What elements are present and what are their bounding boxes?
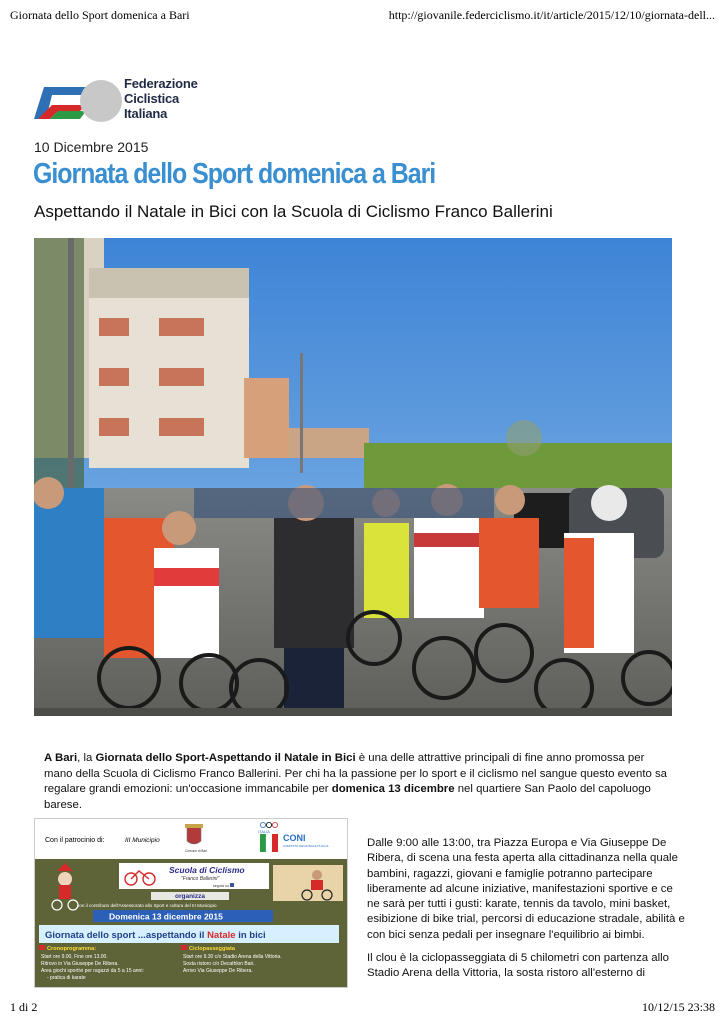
poster-ciclo-3: Arrivo Via Giuseppe De Ribera. [183, 968, 253, 974]
poster-prog-2: Ritrovo in Via Giuseppe De Ribera. [41, 961, 119, 967]
article-body [367, 836, 687, 990]
print-header-url: http://giovanile.federciclismo.it/it/article/2015/12/10/giornata-dell... [388, 8, 715, 22]
poster-prog-1: Start ore 9.00, Fine ore 13.00. [41, 954, 108, 960]
kid-bike-photo-icon [273, 865, 343, 901]
svg-text:Giornata dello sport ...aspett [45, 930, 266, 941]
intro-text-3: nel quartiere San Paolo del capoluogo barese. [44, 783, 651, 811]
logo-line-2: Ciclistica [124, 91, 180, 106]
poster-coni-sub: COMITATO REGIONALE PUGLIA [283, 844, 329, 848]
page-counter: 1 di 2 [10, 1000, 38, 1014]
article-subtitle: Aspettando il Natale in Bici con la Scuola di Ciclismo Franco Ballerini [34, 202, 553, 221]
fci-logo-text [124, 76, 198, 121]
intro-text-2: è una delle attrattive principali di fine anno promossa per mano della Scuola di Ciclismo Franco Ballerini. Per chi ha la passione per lo sport e il ciclismo nel sangue questo evento sa regalare grandi emozioni: un'occasione immancabile per [44, 752, 668, 795]
poster-prog-3: Area giochi sportivi per ragazzi da 5 a 15 anni: [41, 968, 144, 974]
fci-logo[interactable] [34, 75, 204, 125]
print-header [10, 8, 715, 24]
poster-organizza: organizza [175, 893, 205, 900]
poster-ciclo-2: Sosta ristoro c/o Decathlon Bari. [183, 961, 255, 967]
poster-patrocinio: Con il patrocinio di: [45, 837, 105, 844]
cyclists-group-photo [34, 238, 672, 716]
logo-line-3: Italiana [124, 106, 168, 121]
poster-scuola-name: "Franco Ballerini" [181, 876, 220, 882]
facebook-icon [230, 883, 234, 887]
print-timestamp: 10/12/15 23:38 [641, 1000, 715, 1014]
print-header-title: Giornata dello Sport domenica a Bari [10, 8, 190, 22]
logo-line-1: Federazione [124, 76, 198, 91]
article-date: 10 Dicembre 2015 [34, 139, 149, 155]
poster-seguici: seguici su [213, 884, 229, 888]
poster-scuola: Scuola di Ciclismo [169, 865, 245, 875]
poster-ciclo-1: Start ore 9.30 c/o Stadio Arena della Vittoria. [183, 954, 282, 960]
event-poster-graphic [35, 819, 348, 988]
poster-italia: ITALIA [258, 829, 270, 834]
print-footer [10, 1000, 715, 1016]
poster-comune: Comune di Bari [185, 849, 207, 853]
comune-bari-crest-icon [185, 824, 203, 844]
poster-banner-c: in bici [235, 930, 266, 941]
fci-logo-icon [34, 75, 124, 125]
poster-banner-a: Giornata dello sport ...aspettando il [45, 930, 208, 941]
poster-prog-title: Cronoprogramma: [47, 946, 97, 952]
poster-prog-4: - pratica di karate [47, 975, 86, 981]
intro-place: A Bari [44, 752, 78, 764]
poster-coni: CONI [283, 833, 306, 843]
event-poster [34, 818, 348, 988]
poster-contributo: con il contributo dell'Assessorato allo Sport e cultura del III Municipio [77, 903, 217, 908]
intro-event-name: Giornata dello Sport-Aspettando il Natale in Bici [95, 752, 356, 764]
poster-banner-b: Natale [207, 930, 236, 941]
intro-date: domenica 13 dicembre [331, 783, 455, 795]
article-paragraph-2: Il clou è la ciclopasseggiata di 5 chilometri con partenza allo Stadio Arena della Vittoria, la sosta ristoro all'esterno di [367, 952, 670, 980]
poster-ciclo-title: Ciclopasseggiata [189, 946, 236, 952]
article-intro [44, 751, 676, 813]
article-paragraph-1: Dalle 9:00 alle 13:00, tra Piazza Europa e Via Giuseppe De Ribera, di scena una festa aperta alla cittadinanza nella quale bambini, ragazzi, giovani e famiglie potranno partecipare liberamente ad alcune iniziative, manifestazioni sportive e ce ne sarà per tutti i gusti: karate, tennis da tavolo, mini basket, esibizione di bike trial, percorsi di educazione stradale, abilità e con bici senza pedali per insegnare l'equilibrio ai bimbi. [367, 837, 685, 941]
poster-municipio: III Municipio [125, 837, 160, 844]
article-title: Giornata dello Sport domenica a Bari [33, 158, 436, 190]
intro-text-1: , la [77, 752, 96, 764]
hero-photo [34, 238, 672, 716]
poster-domenica: Domenica 13 dicembre 2015 [109, 911, 223, 922]
